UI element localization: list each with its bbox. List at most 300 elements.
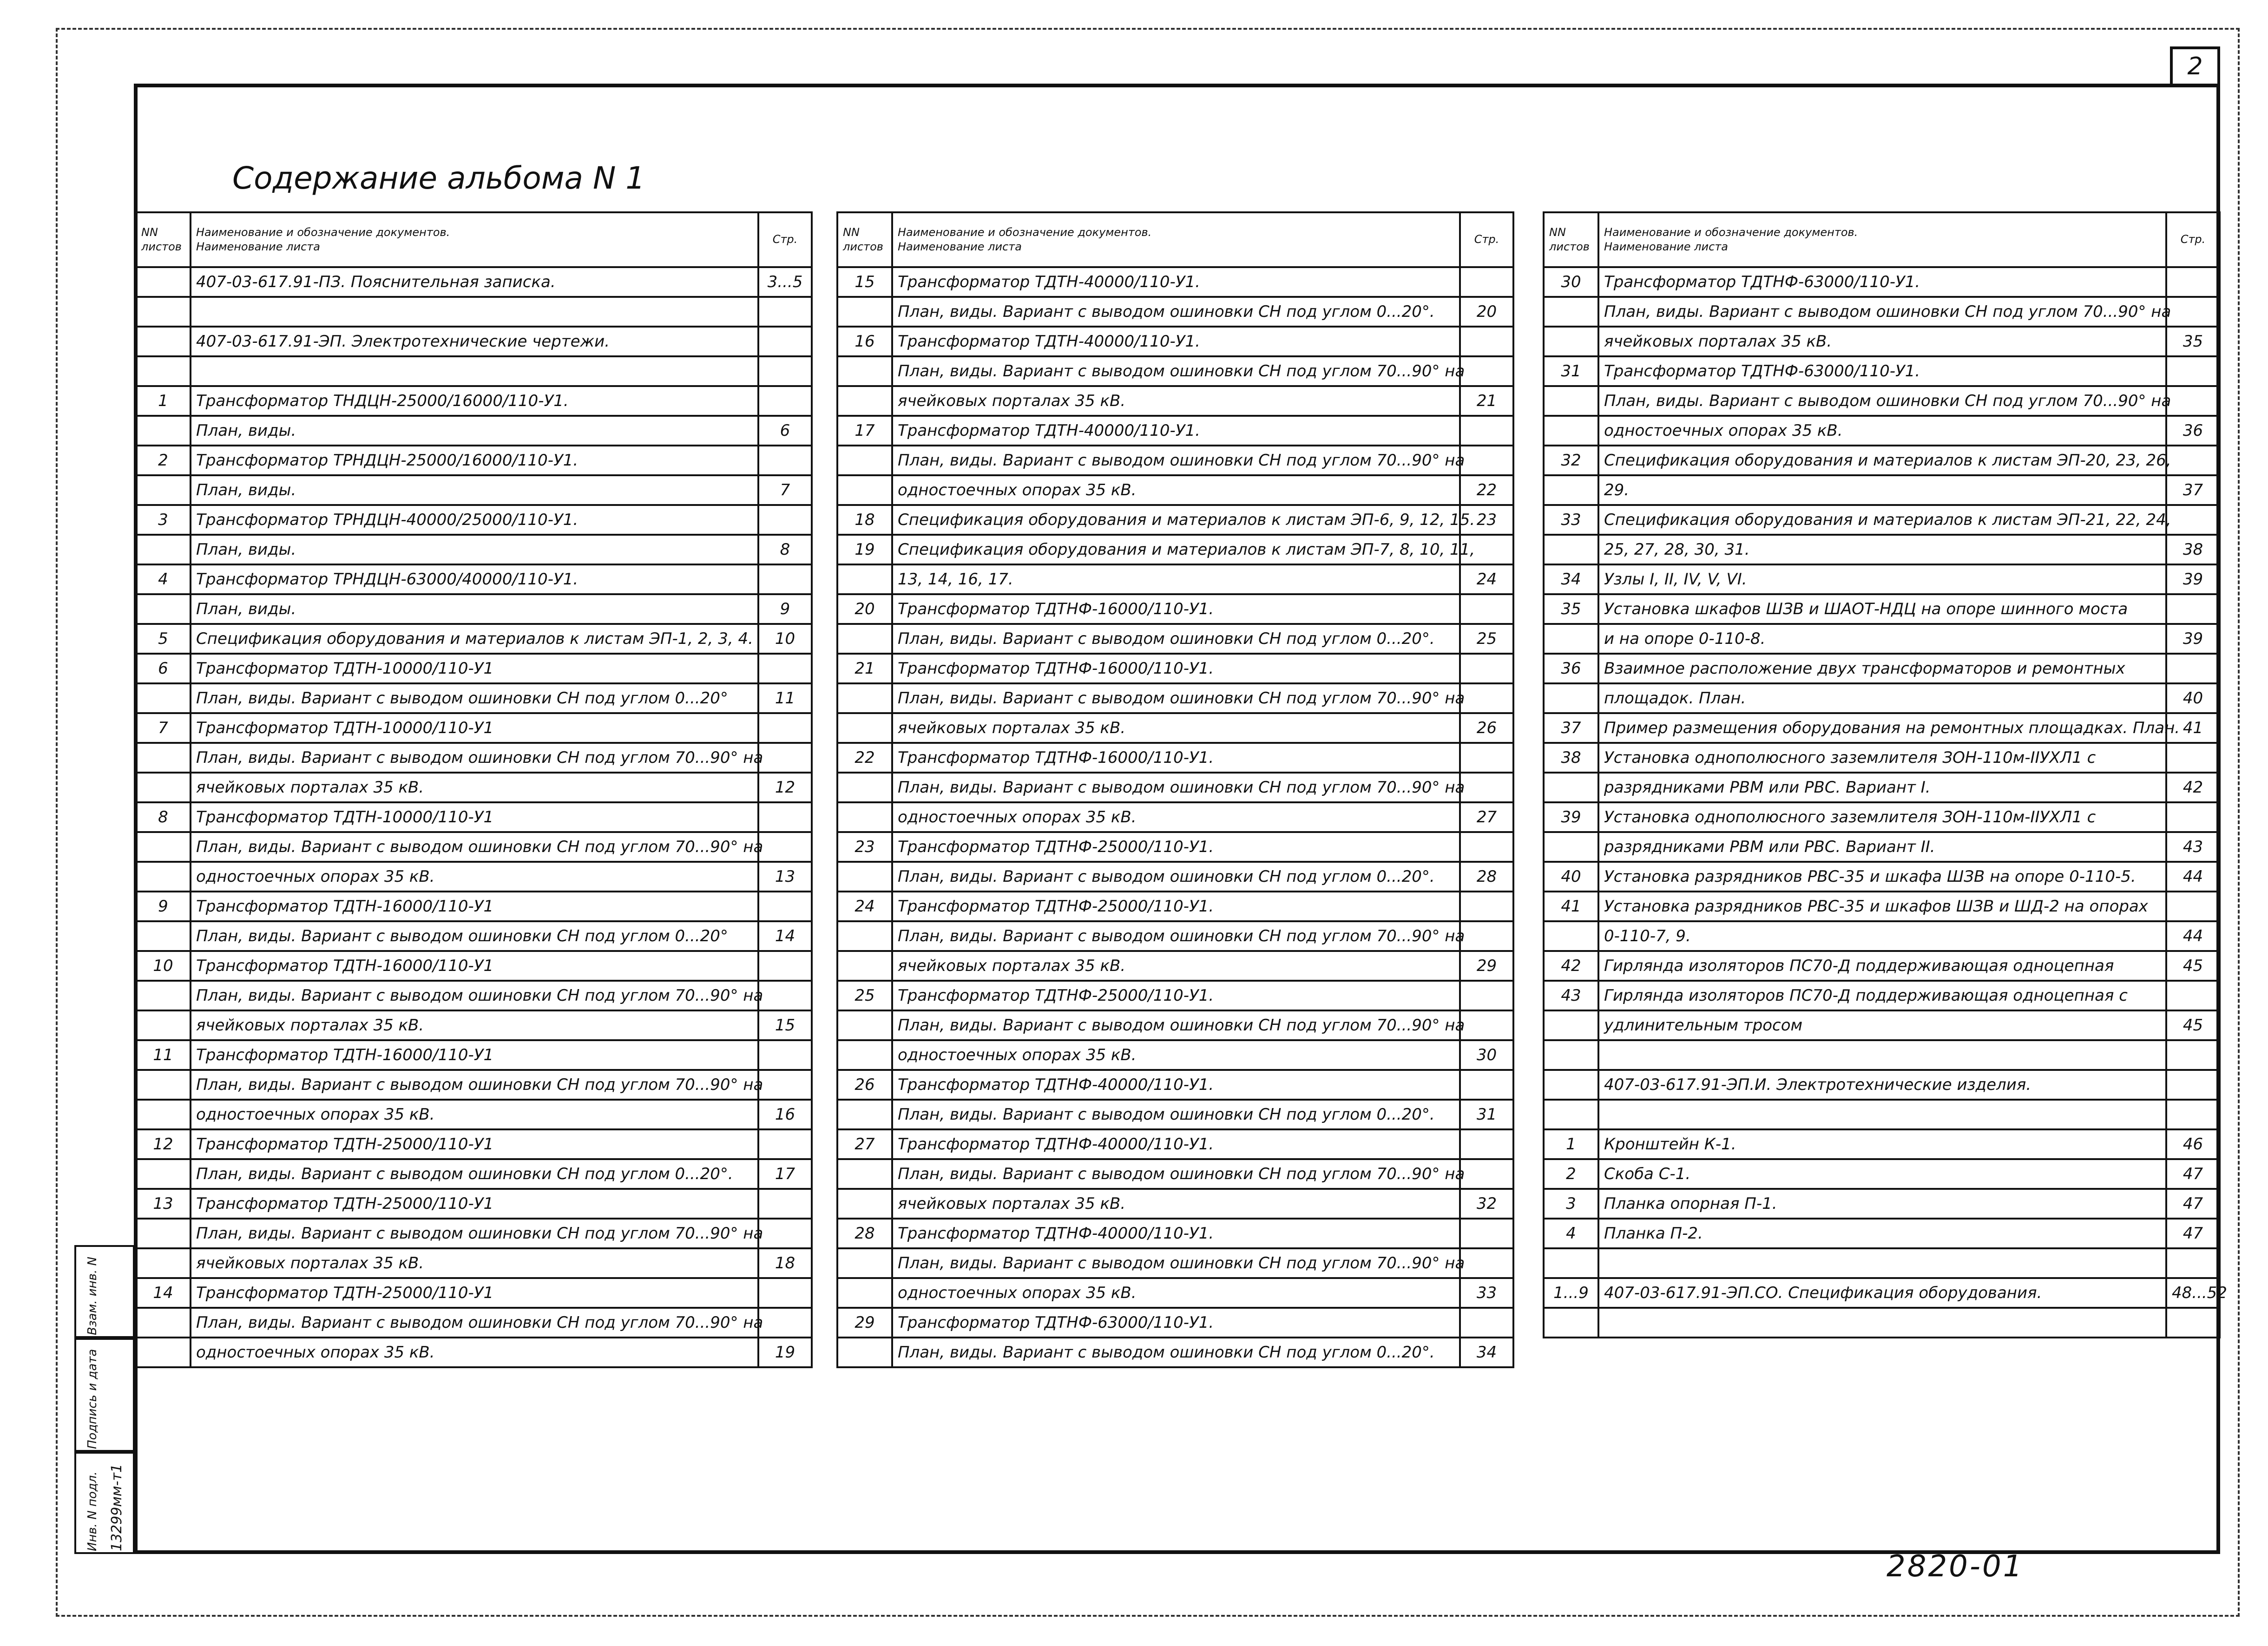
table-row — [136, 356, 812, 386]
row-title: Трансформатор ТДТНФ-16000/110-У1. — [892, 594, 1460, 624]
row-page: 25 — [1460, 624, 1513, 654]
row-title: Трансформатор ТДТН-16000/110-У1 — [191, 892, 758, 921]
table-row — [1544, 1278, 2220, 1308]
table-row — [837, 1219, 1513, 1248]
table-row — [136, 1278, 812, 1308]
table-row — [136, 1308, 812, 1338]
row-title: одностоечных опорах 35 кВ. — [892, 1278, 1460, 1308]
row-number: 36 — [1544, 654, 1598, 683]
row-page — [1460, 1070, 1513, 1100]
row-page — [2166, 802, 2220, 832]
table-row — [1544, 564, 2220, 594]
table-row — [837, 624, 1513, 654]
table-row — [136, 1159, 812, 1189]
row-page — [758, 1070, 812, 1100]
row-title: 407-03-617.91-ЭП. Электротехнические чертежи. — [191, 327, 758, 356]
row-title — [1598, 1308, 2166, 1338]
row-number — [136, 267, 191, 297]
row-page — [2166, 1070, 2220, 1100]
row-title: площадок. План. — [1598, 683, 2166, 713]
row-number — [1544, 386, 1598, 416]
header-page: Стр. — [758, 212, 812, 267]
row-title: План, виды. Вариант с выводом ошиновки СН под углом 70...90° на — [1598, 297, 2166, 327]
row-title: Пример размещения оборудования на ремонтных площадках. План. — [1598, 713, 2166, 743]
row-page — [2166, 297, 2220, 327]
row-title: Спецификация оборудования и материалов к листам ЭП-6, 9, 12, 15. — [892, 505, 1460, 535]
row-title: План, виды. Вариант с выводом ошиновки СН под углом 70...90° на — [892, 921, 1460, 951]
table-row — [136, 1070, 812, 1100]
row-title: Гирлянда изоляторов ПС70-Д поддерживающая одноцепная — [1598, 951, 2166, 981]
row-title: План, виды. Вариант с выводом ошиновки СН под углом 0...20°. — [892, 624, 1460, 654]
row-title: Трансформатор ТДТН-10000/110-У1 — [191, 802, 758, 832]
header-name — [191, 212, 758, 267]
table-row — [136, 594, 812, 624]
table-row — [837, 773, 1513, 802]
row-page — [1460, 832, 1513, 862]
row-page — [758, 386, 812, 416]
side-stamp — [74, 1245, 135, 1554]
table-body — [837, 267, 1513, 1367]
row-page — [1460, 892, 1513, 921]
row-title: Установка разрядников РВС-35 и шкафов ШЗВ и ШД-2 на опорах — [1598, 892, 2166, 921]
table-row — [837, 654, 1513, 683]
stamp-inv-cell — [74, 1452, 135, 1554]
table-row — [1544, 713, 2220, 743]
row-number — [837, 1338, 892, 1367]
table-row — [136, 505, 812, 535]
row-title: План, виды. Вариант с выводом ошиновки СН под углом 70...90° на — [191, 1219, 758, 1248]
row-page — [1460, 327, 1513, 356]
row-page — [1460, 356, 1513, 386]
header-nn-bottom: листов — [141, 240, 182, 253]
row-page — [758, 1129, 812, 1159]
row-title: разрядниками РВМ или РВС. Вариант II. — [1598, 832, 2166, 862]
row-number: 8 — [136, 802, 191, 832]
row-number — [837, 713, 892, 743]
table-row — [1544, 654, 2220, 683]
row-number — [1544, 535, 1598, 564]
row-page — [758, 505, 812, 535]
row-title: План, виды. Вариант с выводом ошиновки СН под углом 70...90° на — [191, 1308, 758, 1338]
row-page — [1460, 981, 1513, 1010]
row-page — [1460, 921, 1513, 951]
row-number — [136, 475, 191, 505]
row-page: 22 — [1460, 475, 1513, 505]
row-page — [758, 356, 812, 386]
row-number — [837, 862, 892, 892]
table-row — [1544, 892, 2220, 921]
row-title: Трансформатор ТДТНФ-40000/110-У1. — [892, 1219, 1460, 1248]
row-title: Трансформатор ТДТНФ-63000/110-У1. — [1598, 267, 2166, 297]
table-row — [136, 892, 812, 921]
row-title: одностоечных опорах 35 кВ. — [191, 1338, 758, 1367]
row-title: ячейковых порталах 35 кВ. — [892, 713, 1460, 743]
table-row — [837, 892, 1513, 921]
table-row — [136, 624, 812, 654]
row-page — [2166, 356, 2220, 386]
row-page — [758, 1219, 812, 1248]
stamp-vzam-cell — [74, 1245, 135, 1338]
row-page: 35 — [2166, 327, 2220, 356]
row-number — [136, 862, 191, 892]
row-title: Трансформатор ТДТН-40000/110-У1. — [892, 416, 1460, 446]
row-title: Трансформатор ТДТН-25000/110-У1 — [191, 1278, 758, 1308]
row-number: 43 — [1544, 981, 1598, 1010]
row-page: 3...5 — [758, 267, 812, 297]
row-page: 44 — [2166, 862, 2220, 892]
row-title: 407-03-617.91-ЭП.И. Электротехнические изделия. — [1598, 1070, 2166, 1100]
row-number — [837, 386, 892, 416]
row-number — [1544, 327, 1598, 356]
row-title: удлинительным тросом — [1598, 1010, 2166, 1040]
row-number: 15 — [837, 267, 892, 297]
table-row — [136, 1100, 812, 1129]
row-page — [758, 1040, 812, 1070]
row-page — [758, 654, 812, 683]
table-row — [136, 802, 812, 832]
row-number — [837, 802, 892, 832]
table-row — [837, 981, 1513, 1010]
table-row — [1544, 386, 2220, 416]
row-title: План, виды. Вариант с выводом ошиновки СН под углом 0...20°. — [892, 1338, 1460, 1367]
row-number: 3 — [136, 505, 191, 535]
contents-table-3 — [1543, 211, 2227, 1338]
row-title: План, виды. Вариант с выводом ошиновки СН под углом 0...20° — [191, 921, 758, 951]
row-title: План, виды. Вариант с выводом ошиновки СН под углом 70...90° на — [892, 683, 1460, 713]
header-name-top: Наименование и обозначение документов. — [898, 225, 1152, 239]
row-number — [837, 356, 892, 386]
row-title: ячейковых порталах 35 кВ. — [191, 773, 758, 802]
table-row — [837, 1129, 1513, 1159]
row-title: План, виды. Вариант с выводом ошиновки СН под углом 70...90° на — [191, 981, 758, 1010]
row-number — [1544, 1308, 1598, 1338]
table-row — [837, 356, 1513, 386]
table-row — [837, 1159, 1513, 1189]
row-title: Планка опорная П-1. — [1598, 1189, 2166, 1219]
row-number — [136, 535, 191, 564]
row-page: 47 — [2166, 1219, 2220, 1248]
table-row — [136, 297, 812, 327]
row-page — [2166, 267, 2220, 297]
row-title: одностоечных опорах 35 кВ. — [1598, 416, 2166, 446]
table-row — [136, 416, 812, 446]
row-page: 45 — [2166, 1010, 2220, 1040]
row-title: Трансформатор ТДТНФ-40000/110-У1. — [892, 1129, 1460, 1159]
row-page: 6 — [758, 416, 812, 446]
table-row — [136, 1129, 812, 1159]
header-name-bottom: Наименование листа — [898, 240, 1022, 253]
row-number: 7 — [136, 713, 191, 743]
row-number: 38 — [1544, 743, 1598, 773]
row-number: 34 — [1544, 564, 1598, 594]
row-title: Трансформатор ТДТНФ-40000/110-У1. — [892, 1070, 1460, 1100]
header-nn-top: NN — [141, 225, 158, 239]
row-title: План, виды. Вариант с выводом ошиновки СН под углом 70...90° на — [892, 773, 1460, 802]
row-title: ячейковых порталах 35 кВ. — [191, 1010, 758, 1040]
row-page: 38 — [2166, 535, 2220, 564]
row-number: 3 — [1544, 1189, 1598, 1219]
row-number — [136, 1010, 191, 1040]
row-page — [2166, 1040, 2220, 1070]
row-title: План, виды. Вариант с выводом ошиновки СН под углом 70...90° на — [1598, 386, 2166, 416]
table-row — [837, 535, 1513, 564]
row-page — [2166, 1100, 2220, 1129]
row-number: 14 — [136, 1278, 191, 1308]
row-title: Трансформатор ТДТН-16000/110-У1 — [191, 951, 758, 981]
row-number: 22 — [837, 743, 892, 773]
row-title — [1598, 1040, 2166, 1070]
table-row — [837, 297, 1513, 327]
table-row — [1544, 1189, 2220, 1219]
row-page — [758, 1189, 812, 1219]
row-title: Трансформатор ТДТНФ-63000/110-У1. — [1598, 356, 2166, 386]
row-page: 42 — [2166, 773, 2220, 802]
row-page: 47 — [2166, 1159, 2220, 1189]
row-number: 35 — [1544, 594, 1598, 624]
row-page: 32 — [1460, 1189, 1513, 1219]
row-page — [1460, 1159, 1513, 1189]
row-title: одностоечных опорах 35 кВ. — [892, 802, 1460, 832]
table-row — [136, 951, 812, 981]
table-row — [837, 1100, 1513, 1129]
row-page: 10 — [758, 624, 812, 654]
table-row — [1544, 1248, 2220, 1278]
row-number — [136, 297, 191, 327]
row-page: 15 — [758, 1010, 812, 1040]
row-page — [758, 564, 812, 594]
table-row — [136, 386, 812, 416]
row-title: и на опоре 0-110-8. — [1598, 624, 2166, 654]
row-page — [1460, 594, 1513, 624]
table-row — [136, 1189, 812, 1219]
header-name — [892, 212, 1460, 267]
table-row — [837, 713, 1513, 743]
row-title: Гирлянда изоляторов ПС70-Д поддерживающая одноцепная с — [1598, 981, 2166, 1010]
row-number — [837, 564, 892, 594]
row-page: 12 — [758, 773, 812, 802]
row-number — [1544, 1100, 1598, 1129]
stamp-inv: Инв. N подл. — [85, 1471, 99, 1551]
row-number: 26 — [837, 1070, 892, 1100]
table-header — [837, 212, 1513, 267]
row-page: 8 — [758, 535, 812, 564]
row-number — [837, 446, 892, 475]
row-number: 12 — [136, 1129, 191, 1159]
row-title — [1598, 1248, 2166, 1278]
row-title: ячейковых порталах 35 кВ. — [1598, 327, 2166, 356]
row-title: Трансформатор ТРНДЦН-63000/40000/110-У1. — [191, 564, 758, 594]
row-page: 40 — [2166, 683, 2220, 713]
table-row — [136, 862, 812, 892]
table-row — [1544, 1010, 2220, 1040]
header-name-top: Наименование и обозначение документов. — [196, 225, 450, 239]
row-title: План, виды. — [191, 594, 758, 624]
row-title: План, виды. Вариант с выводом ошиновки СН под углом 70...90° на — [892, 1010, 1460, 1040]
row-title: Трансформатор ТРНДЦН-40000/25000/110-У1. — [191, 505, 758, 535]
row-title: 13, 14, 16, 17. — [892, 564, 1460, 594]
header-page: Стр. — [2166, 212, 2220, 267]
table-row — [1544, 297, 2220, 327]
row-page: 48...52 — [2166, 1278, 2220, 1308]
row-page: 18 — [758, 1248, 812, 1278]
row-number — [136, 773, 191, 802]
row-title: Установка однополюсного заземлителя ЗОН-110м-IIУХЛ1 с — [1598, 743, 2166, 773]
row-number — [837, 773, 892, 802]
row-page — [758, 327, 812, 356]
row-page: 46 — [2166, 1129, 2220, 1159]
row-number — [1544, 1040, 1598, 1070]
row-number: 4 — [1544, 1219, 1598, 1248]
table-row — [136, 267, 812, 297]
row-page: 20 — [1460, 297, 1513, 327]
row-title: 25, 27, 28, 30, 31. — [1598, 535, 2166, 564]
table-row — [136, 654, 812, 683]
row-number — [1544, 683, 1598, 713]
stamp-podpis-cell — [74, 1338, 135, 1452]
table-row — [1544, 832, 2220, 862]
contents-table-2 — [836, 211, 1514, 1368]
row-page: 37 — [2166, 475, 2220, 505]
row-title: одностоечных опорах 35 кВ. — [191, 862, 758, 892]
table-row — [1544, 327, 2220, 356]
row-page — [2166, 446, 2220, 475]
table-row — [1544, 1129, 2220, 1159]
row-number: 1...9 — [1544, 1278, 1598, 1308]
row-page: 14 — [758, 921, 812, 951]
header-nn — [136, 212, 191, 267]
row-number: 33 — [1544, 505, 1598, 535]
row-page: 19 — [758, 1338, 812, 1367]
row-title: Трансформатор ТДТН-40000/110-У1. — [892, 267, 1460, 297]
row-number — [136, 683, 191, 713]
table-row — [1544, 475, 2220, 505]
row-page — [1460, 743, 1513, 773]
row-page: 17 — [758, 1159, 812, 1189]
row-title: Трансформатор ТДТНФ-25000/110-У1. — [892, 892, 1460, 921]
row-number — [837, 1040, 892, 1070]
row-number — [837, 1248, 892, 1278]
row-page: 43 — [2166, 832, 2220, 862]
row-number: 13 — [136, 1189, 191, 1219]
row-number: 5 — [136, 624, 191, 654]
table-header — [1544, 212, 2220, 267]
row-title: ячейковых порталах 35 кВ. — [892, 386, 1460, 416]
row-page — [1460, 1010, 1513, 1040]
header-name — [1598, 212, 2166, 267]
table-row — [1544, 921, 2220, 951]
row-title — [1598, 1100, 2166, 1129]
row-page: 29 — [1460, 951, 1513, 981]
row-page: 34 — [1460, 1338, 1513, 1367]
row-number: 25 — [837, 981, 892, 1010]
row-page — [1460, 1308, 1513, 1338]
row-page — [2166, 505, 2220, 535]
table-row — [837, 564, 1513, 594]
table-row — [136, 1248, 812, 1278]
table-row — [136, 446, 812, 475]
row-page: 39 — [2166, 624, 2220, 654]
row-page: 41 — [2166, 713, 2220, 743]
table-header — [136, 212, 812, 267]
row-page: 47 — [2166, 1189, 2220, 1219]
row-page — [758, 743, 812, 773]
sheet-number: 2 — [2170, 46, 2220, 84]
row-page: 33 — [1460, 1278, 1513, 1308]
row-number: 29 — [837, 1308, 892, 1338]
row-number — [837, 683, 892, 713]
row-title: План, виды. Вариант с выводом ошиновки СН под углом 70...90° на — [892, 446, 1460, 475]
row-number: 23 — [837, 832, 892, 862]
row-number — [837, 1278, 892, 1308]
table-row — [136, 921, 812, 951]
row-number — [837, 297, 892, 327]
row-number — [837, 1159, 892, 1189]
table-row — [837, 1248, 1513, 1278]
row-page: 31 — [1460, 1100, 1513, 1129]
row-number — [136, 327, 191, 356]
row-number: 28 — [837, 1219, 892, 1248]
table-row — [136, 1010, 812, 1040]
row-number: 16 — [837, 327, 892, 356]
table-row — [1544, 535, 2220, 564]
row-number: 27 — [837, 1129, 892, 1159]
table-row — [837, 1040, 1513, 1070]
table-row — [837, 267, 1513, 297]
row-title: План, виды. — [191, 535, 758, 564]
stamp-podpis: Подпись и дата — [85, 1349, 99, 1449]
row-title: Установка однополюсного заземлителя ЗОН-110м-IIУХЛ1 с — [1598, 802, 2166, 832]
row-title: Трансформатор ТДТН-10000/110-У1 — [191, 654, 758, 683]
row-page — [1460, 1248, 1513, 1278]
header-nn-top: NN — [843, 225, 860, 239]
table-row — [136, 475, 812, 505]
row-page — [758, 892, 812, 921]
row-page — [758, 1308, 812, 1338]
row-number: 30 — [1544, 267, 1598, 297]
table-row — [1544, 267, 2220, 297]
row-number — [1544, 921, 1598, 951]
table-row — [837, 862, 1513, 892]
table-row — [1544, 594, 2220, 624]
row-number — [136, 832, 191, 862]
row-number: 20 — [837, 594, 892, 624]
row-title: Трансформатор ТДТНФ-16000/110-У1. — [892, 743, 1460, 773]
row-page — [1460, 654, 1513, 683]
row-title: одностоечных опорах 35 кВ. — [191, 1100, 758, 1129]
table-row — [1544, 416, 2220, 446]
row-title: Трансформатор ТДТН-40000/110-У1. — [892, 327, 1460, 356]
table-row — [1544, 743, 2220, 773]
row-page — [2166, 386, 2220, 416]
row-title: Спецификация оборудования и материалов к листам ЭП-21, 22, 24, — [1598, 505, 2166, 535]
row-page — [758, 446, 812, 475]
row-page — [2166, 743, 2220, 773]
header-nn-bottom: листов — [843, 240, 883, 253]
row-page: 26 — [1460, 713, 1513, 743]
row-page: 28 — [1460, 862, 1513, 892]
row-number — [136, 743, 191, 773]
row-page: 7 — [758, 475, 812, 505]
table-row — [837, 446, 1513, 475]
row-page — [2166, 654, 2220, 683]
row-page — [2166, 1308, 2220, 1338]
row-title: Взаимное расположение двух трансформаторов и ремонтных — [1598, 654, 2166, 683]
row-number — [1544, 297, 1598, 327]
row-page — [2166, 1248, 2220, 1278]
row-title: План, виды. Вариант с выводом ошиновки СН под углом 70...90° на — [191, 1070, 758, 1100]
header-nn-bottom: листов — [1549, 240, 1590, 253]
row-page: 45 — [2166, 951, 2220, 981]
